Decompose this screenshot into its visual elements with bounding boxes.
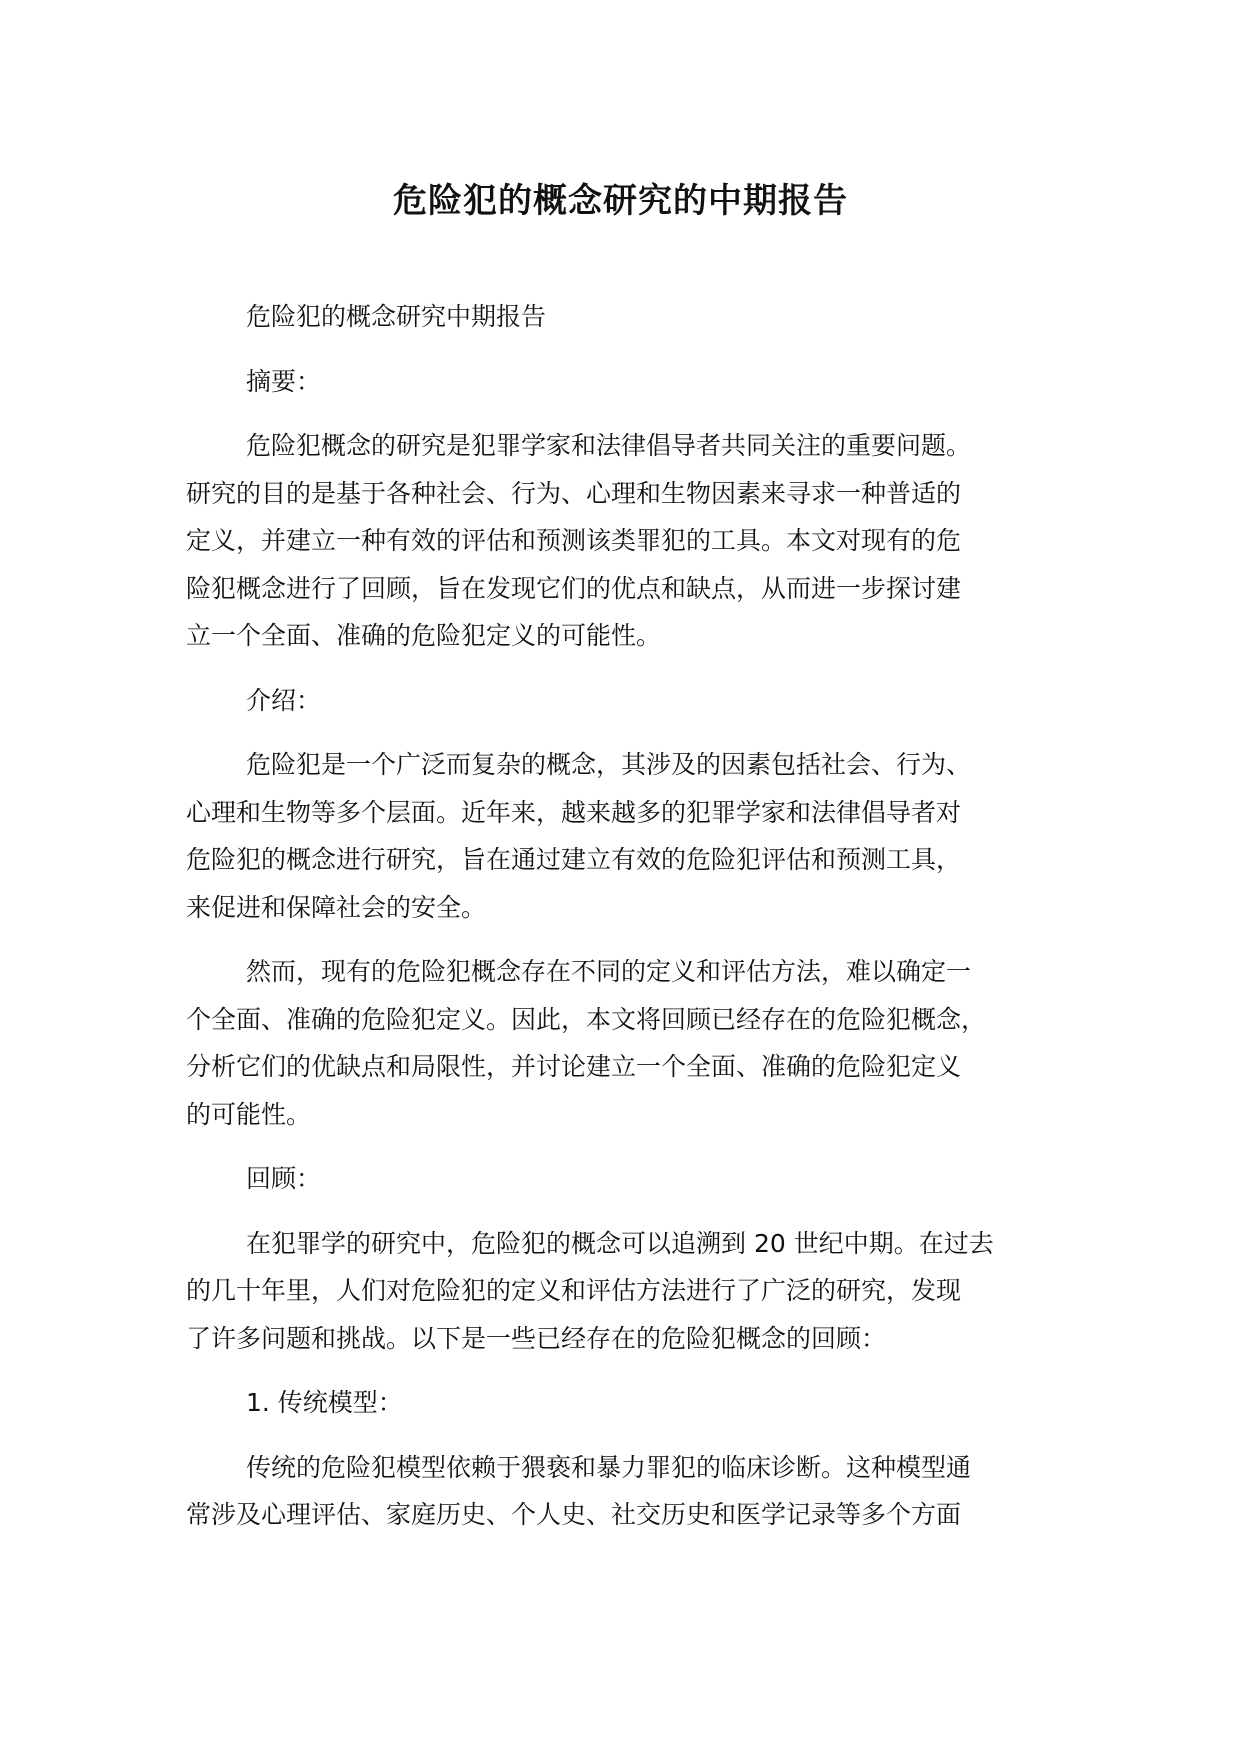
text-line: 回顾： xyxy=(246,1164,322,1193)
text-line: 心理和生物等多个层面。近年来，越来越多的犯罪学家和法律倡导者对 xyxy=(186,797,962,827)
paragraph-traditional-model xyxy=(186,1444,1086,1539)
text-line: 介绍： xyxy=(246,685,322,715)
text-line: 在犯罪学的研究中，危险犯的概念可以追溯到 20 世纪中期。在过去 xyxy=(246,1228,994,1258)
heading-traditional-model xyxy=(186,1379,1086,1427)
text-line: 常涉及心理评估、家庭历史、个人史、社交历史和医学记录等多个方面 xyxy=(186,1500,962,1529)
paragraph-review xyxy=(186,1220,1086,1363)
heading-abstract xyxy=(186,358,1086,406)
text-line: 的几十年里，人们对危险犯的定义和评估方法进行了广泛的研究，发现 xyxy=(186,1276,962,1305)
text-line: 危险犯是一个广泛而复杂的概念，其涉及的因素包括社会、行为、 xyxy=(246,750,972,779)
text-line: 1. 传统模型： xyxy=(246,1388,403,1417)
paragraph-introduction-2 xyxy=(186,948,1086,1138)
text-line: 危险犯的概念研究中期报告 xyxy=(246,302,547,331)
heading-introduction xyxy=(186,677,1086,725)
text-line: 传统的危险犯模型依赖于猥亵和暴力罪犯的临床诊断。这种模型通 xyxy=(246,1452,972,1482)
text-line: 了许多问题和挑战。以下是一些已经存在的危险犯概念的回顾： xyxy=(186,1323,887,1353)
paragraph-subtitle xyxy=(186,293,1086,341)
text-line: 个全面、准确的危险犯定义。因此，本文将回顾已经存在的危险犯概念， xyxy=(186,1004,987,1034)
heading-review xyxy=(186,1155,1086,1203)
text-line: 立一个全面、准确的危险犯定义的可能性。 xyxy=(186,621,662,650)
text-line: 来促进和保障社会的安全。 xyxy=(186,892,487,922)
text-line: 危险犯的概念进行研究，旨在通过建立有效的危险犯评估和预测工具， xyxy=(186,845,962,874)
text-line: 的可能性。 xyxy=(186,1099,312,1129)
paragraph-abstract xyxy=(186,422,1086,660)
text-line: 研究的目的是基于各种社会、行为、心理和生物因素来寻求一种普适的 xyxy=(186,478,962,508)
text-line: 危险犯概念的研究是犯罪学家和法律倡导者共同关注的重要问题。 xyxy=(246,431,972,460)
text-line: 摘要： xyxy=(246,366,322,396)
document-body xyxy=(186,293,1086,1556)
text-line: 分析它们的优缺点和局限性，并讨论建立一个全面、准确的危险犯定义 xyxy=(186,1052,962,1081)
document-title: 危险犯的概念研究的中期报告 xyxy=(393,181,848,221)
text-line: 定义，并建立一种有效的评估和预测该类罪犯的工具。本文对现有的危 xyxy=(186,526,962,555)
text-line: 险犯概念进行了回顾，旨在发现它们的优点和缺点，从而进一步探讨建 xyxy=(186,573,962,603)
paragraph-introduction-1 xyxy=(186,741,1086,931)
text-line: 然而，现有的危险犯概念存在不同的定义和评估方法，难以确定一 xyxy=(246,957,972,986)
